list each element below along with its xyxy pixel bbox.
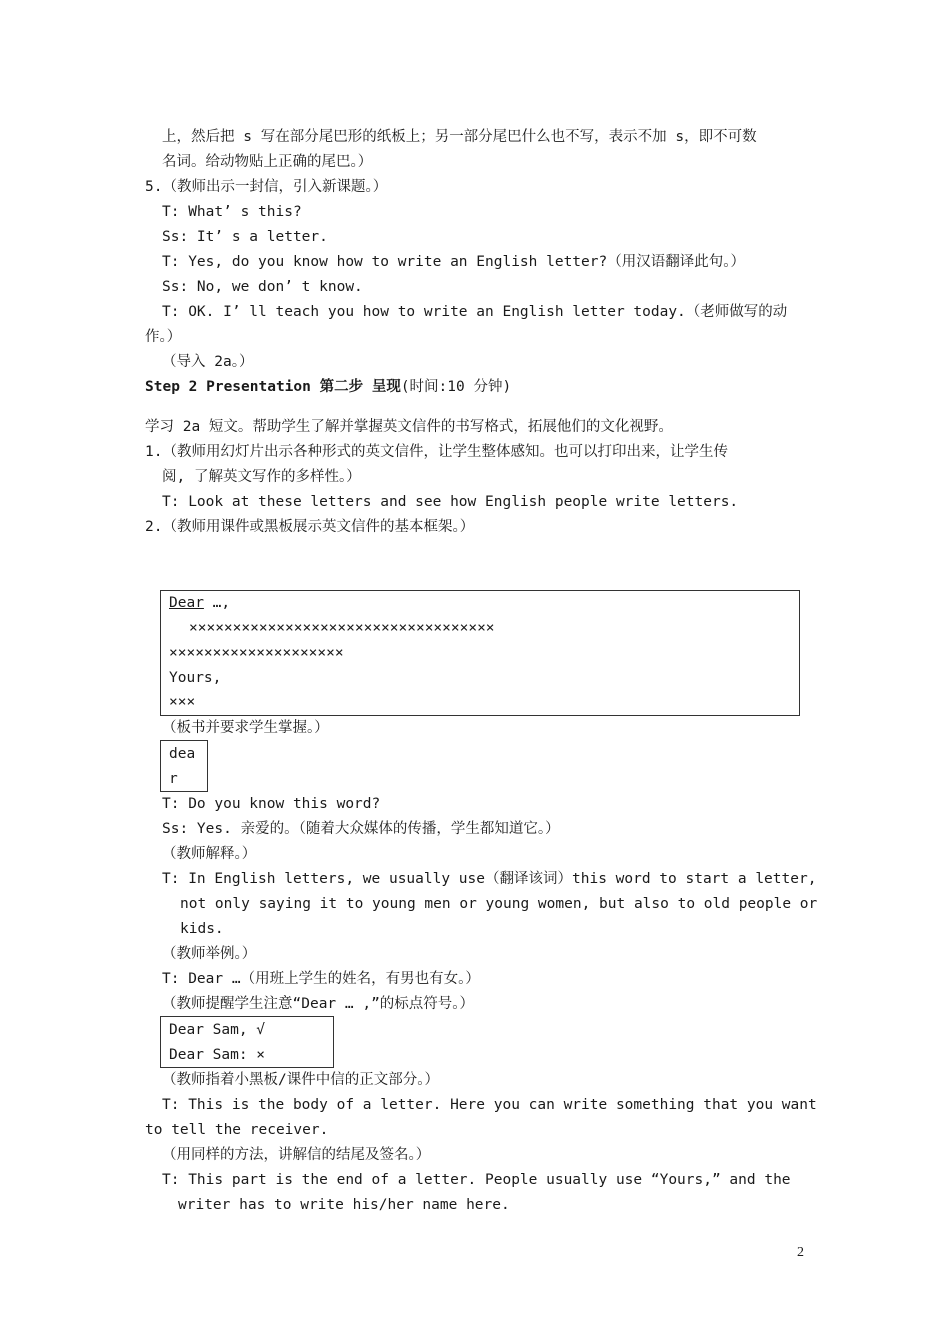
page-number: 2 — [797, 1245, 804, 1260]
dear-word: Dear — [169, 595, 204, 611]
dialog-line: T: This is the body of a letter. Here you can write something that you want — [162, 1097, 817, 1113]
letter-greeting — [169, 593, 230, 613]
word-part-2: r — [169, 771, 178, 787]
letter-body-line-2: ×××××××××××××××××××× — [169, 645, 344, 661]
point-2: 2.（教师用课件或黑板展示英文信件的基本框架。） — [145, 519, 475, 535]
wrong-example: Dear Sam: × — [169, 1047, 266, 1063]
letter-frame-box — [160, 590, 800, 716]
dialog-line: not only saying it to young men or young women, but also to old people or — [180, 896, 818, 912]
step2-heading — [145, 377, 511, 397]
dialog-line: to tell the receiver. — [145, 1122, 329, 1138]
dialog-line: Ss: Yes. 亲爱的。（随着大众媒体的传播，学生都知道它。） — [162, 821, 560, 837]
step2-description: 学习 2a 短文。帮助学生了解并掌握英文信件的书写格式，拓展他们的文化视野。 — [145, 419, 673, 435]
teacher-note: （教师指着小黑板/课件中信的正文部分。） — [162, 1072, 439, 1088]
teacher-note: （教师举例。） — [162, 946, 257, 962]
word-box — [160, 740, 208, 792]
punctuation-box — [160, 1016, 334, 1068]
dialog-line: T: Yes, do you know how to write an English letter?（用汉语翻译此句。） — [162, 254, 745, 270]
dialog-line: T: Look at these letters and see how English people write letters. — [162, 494, 739, 510]
teacher-note: （教师提醒学生注意“Dear … ,”的标点符号。） — [162, 996, 475, 1012]
dialog-line: 作。） — [145, 329, 182, 345]
dialog-line: writer has to write his/her name here. — [178, 1197, 510, 1213]
letter-signature: ××× — [169, 694, 196, 710]
item5-heading: 5.（教师出示一封信，引入新课题。） — [145, 179, 388, 195]
point-1-line-2: 阅, 了解英文写作的多样性。） — [162, 469, 361, 485]
intro-line-2: 名词。给动物贴上正确的尾巴。） — [162, 154, 373, 170]
intro-line-1: 上，然后把 s 写在部分尾巴形的纸板上；另一部分尾巴什么也不写，表示不加 s，即不可数 — [162, 129, 757, 145]
step2-time: (时间:10 分钟) — [400, 379, 512, 395]
dialog-line: kids. — [180, 921, 224, 937]
teacher-note: （用同样的方法，讲解信的结尾及签名。） — [162, 1147, 431, 1163]
word-part-1: dea — [169, 746, 196, 762]
dialog-line: T: OK. I’ ll teach you how to write an English letter today.（老师做写的动 — [162, 304, 788, 320]
greeting-rest: …, — [203, 595, 231, 611]
dialog-line: Ss: It’ s a letter. — [162, 229, 328, 245]
dialog-line: T: Do you know this word? — [162, 796, 381, 812]
teacher-note: （教师解释。） — [162, 846, 257, 862]
letter-closing: Yours, — [169, 670, 222, 686]
board-note: （板书并要求学生掌握。） — [162, 720, 329, 736]
dialog-line: Ss: No, we don’ t know. — [162, 279, 363, 295]
dialog-line: T: What’ s this? — [162, 204, 302, 220]
lead-in-note: （导入 2a。） — [162, 354, 254, 370]
step2-title: Step 2 Presentation 第二步 呈现 — [145, 379, 401, 395]
letter-body-line-1: ××××××××××××××××××××××××××××××××××× — [189, 620, 495, 636]
dialog-line: T: This part is the end of a letter. People usually use “Yours,” and the — [162, 1172, 791, 1188]
dialog-line: T: Dear …（用班上学生的姓名，有男也有女。） — [162, 971, 480, 987]
dialog-line: T: In English letters, we usually use（翻译该词）this word to start a letter, — [162, 871, 817, 887]
point-1-line-1: 1.（教师用幻灯片出示各种形式的英文信件，让学生整体感知。也可以打印出来，让学生传 — [145, 444, 728, 460]
correct-example: Dear Sam, √ — [169, 1022, 266, 1038]
